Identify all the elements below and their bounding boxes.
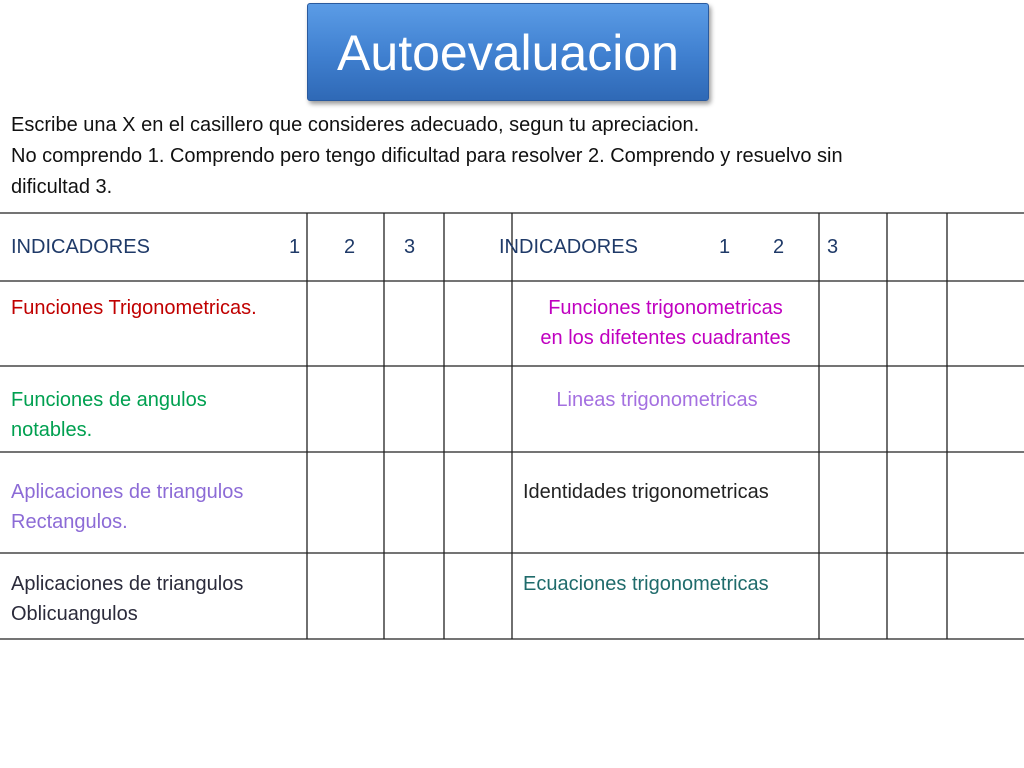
instruction-line: Escribe una X en el casillero que consideres adecuado, segun tu apreciacion. bbox=[11, 114, 700, 136]
indicator-right-2 bbox=[512, 385, 802, 415]
instructions bbox=[11, 110, 1011, 203]
header-col-1-left: 1 bbox=[289, 236, 301, 258]
indicator-line: notables. bbox=[11, 419, 93, 441]
indicator-right-4 bbox=[523, 569, 769, 599]
header-col-2-left: 2 bbox=[344, 236, 356, 258]
header-col-2-right: 2 bbox=[773, 236, 785, 258]
indicator-line: Rectangulos. bbox=[11, 511, 128, 533]
indicator-left-4 bbox=[11, 569, 243, 629]
indicator-line: Funciones Trigonometricas. bbox=[11, 297, 257, 319]
header-col-3-right: 3 bbox=[827, 236, 839, 258]
indicator-right-3 bbox=[523, 477, 769, 507]
slide-title: Autoevaluacion bbox=[307, 3, 709, 101]
instruction-line: dificultad 3. bbox=[11, 176, 113, 198]
indicator-left-3 bbox=[11, 477, 243, 537]
indicator-line: Oblicuangulos bbox=[11, 603, 138, 625]
header-col-1-right: 1 bbox=[719, 236, 731, 258]
indicator-line: Funciones de angulos bbox=[11, 389, 207, 411]
indicator-line: Identidades trigonometricas bbox=[523, 481, 769, 503]
indicator-line: Aplicaciones de triangulos bbox=[11, 573, 244, 595]
indicator-line: Aplicaciones de triangulos bbox=[11, 481, 244, 503]
indicator-left-2 bbox=[11, 385, 207, 445]
instruction-line: No comprendo 1. Comprendo pero tengo dificultad para resolver 2. Comprendo y resuelvo sin bbox=[11, 145, 843, 167]
indicator-line: Lineas trigonometricas bbox=[556, 389, 758, 411]
indicator-line: en los difetentes cuadrantes bbox=[540, 327, 791, 349]
header-indicadores-left: INDICADORES bbox=[11, 236, 150, 258]
header-indicadores-right: INDICADORES bbox=[499, 236, 638, 258]
indicator-right-1 bbox=[512, 293, 819, 353]
indicator-left-1 bbox=[11, 293, 257, 323]
indicator-line: Funciones trigonometricas bbox=[548, 297, 783, 319]
indicator-line: Ecuaciones trigonometricas bbox=[523, 573, 769, 595]
header-col-3-left: 3 bbox=[404, 236, 416, 258]
